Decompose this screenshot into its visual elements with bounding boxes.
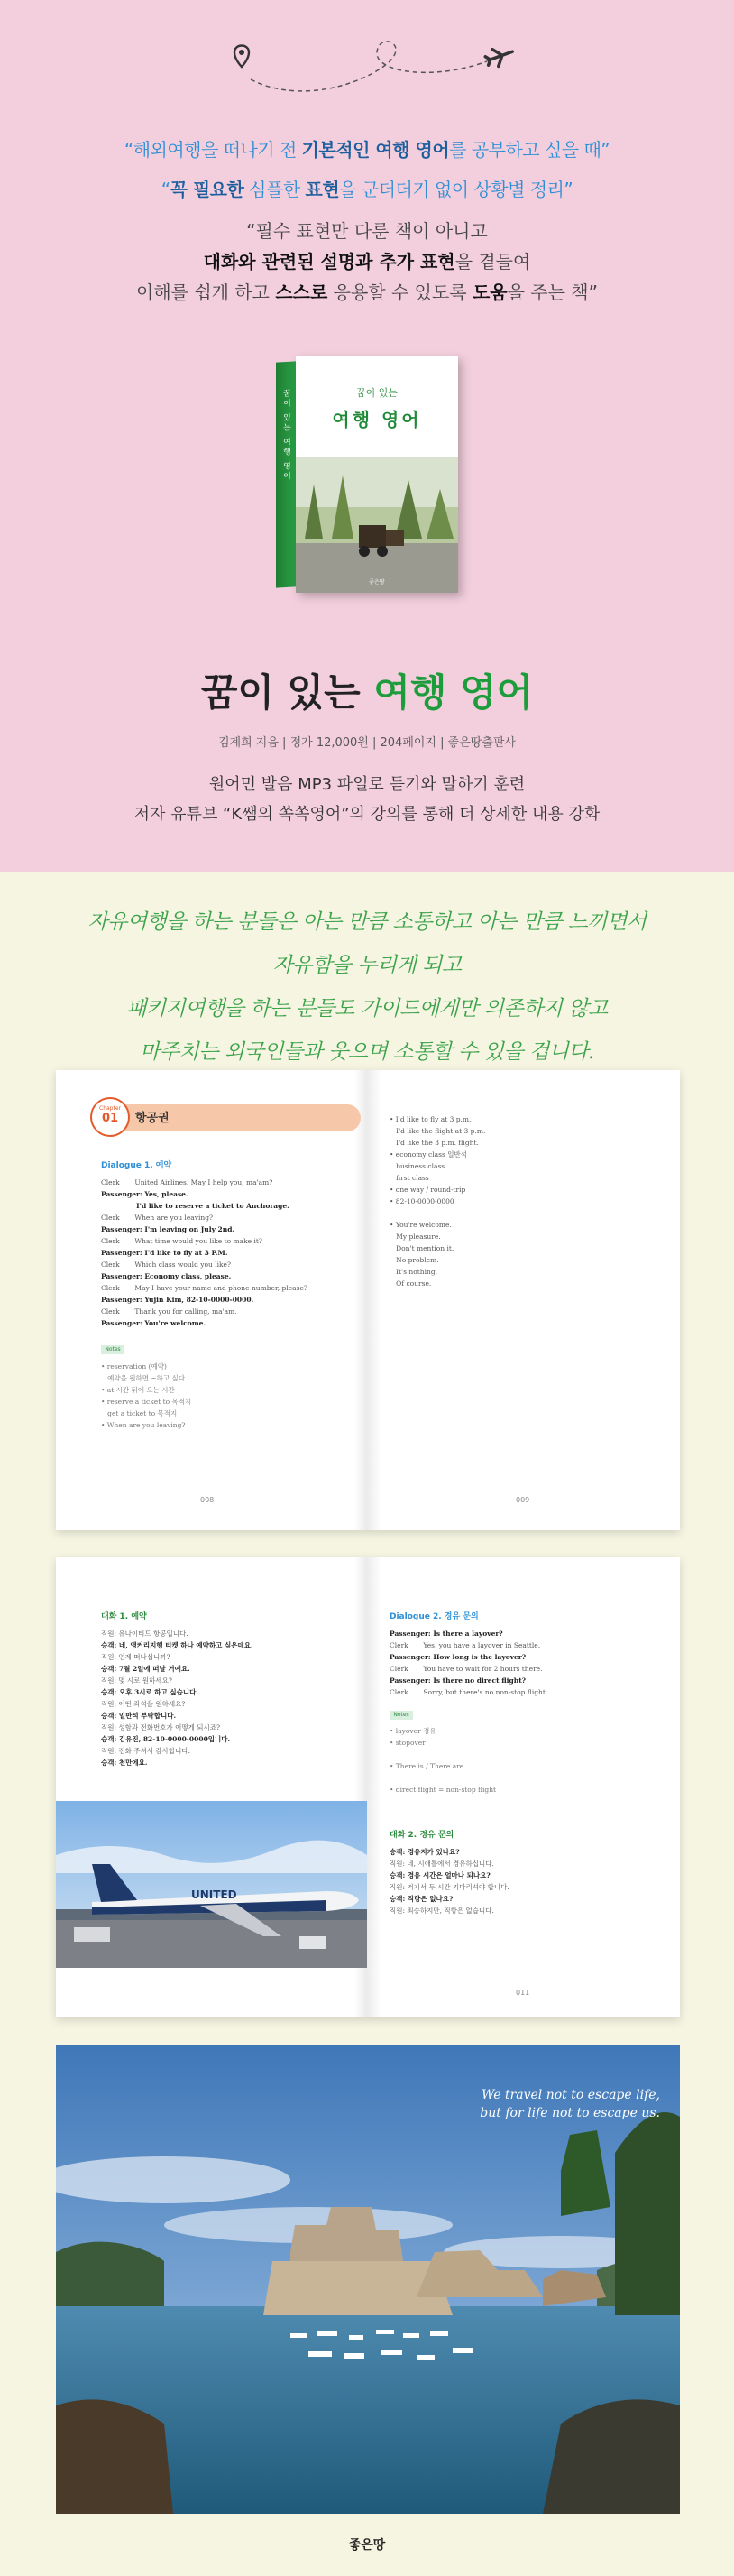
intro-line-4: 대화와 관련된 설명과 추가 표현을 곁들여 [203, 251, 531, 272]
intro-line-2: “꼭 필요한 심플한 표현을 군더더기 없이 상황별 정리” [161, 179, 573, 200]
book-cover-image [276, 356, 461, 591]
intro-line-5: 이해를 쉽게 하고 스스로 응용할 수 있도록 도움을 주는 책” [136, 282, 598, 303]
chapter-title: 항공권 [135, 1112, 170, 1125]
location-pin-icon [234, 46, 249, 68]
quote-line-2: 자유함을 누리게 되고 [272, 954, 462, 977]
notes-body-2: • layover 경유 • stopover • There is / There are • direct flight = non-stop flight [390, 1727, 497, 1794]
airplane-icon [484, 43, 516, 69]
dialogue-2-body: Passenger: Is there a layover? Clerk Yes, you have a layover in Seattle. Passenger: How long is the layover? Clerk You have to wait for 2 hours there. Passenger: Is there no direct flight? Clerk Sorry, but there's no non-stop flight. [390, 1630, 548, 1696]
page-number-right: 009 [516, 1496, 530, 1504]
dialogue-title: Dialogue 1. 예약 [101, 1161, 172, 1170]
notes-body: • reservation (예약) 예약을 원하면 ~하고 싶다 • at 시간 뒤에 오는 시간 • reserve a ticket to 목적지 get a ticket to 목적지 • When are you leaving? [101, 1362, 192, 1429]
book-title: 꿈이 있는 여행 영어 [200, 670, 534, 715]
quote-line-4: 마주치는 외국인들과 웃으며 소통할 수 있을 겁니다. [140, 1040, 594, 1064]
dialogue-2-kr-body: 승객: 경유지가 있나요? 직원: 네, 시애틀에서 경유하십니다. 승객: 경유 시간은 얼마나 되나요? 직원: 거기서 두 시간 기다리셔야 합니다. 승객: 직항은 없나요? 직원: 죄송하지만, 직항은 없습니다. [390, 1848, 509, 1915]
photo-quote-line-2: but for life not to escape us. [480, 2106, 660, 2120]
dialogue-body: Clerk United Airlines. May I help you, ma'am? Passenger: Yes, please. I'd like to reserve a ticket to Anchorage. Clerk When are you leaving? Passenger: I'm leaving on July 2nd. Clerk What time would you like to make it? Passenger: I'd like to fly at 3 P.M. Clerk Which class would you like? Passenger: Economy class, please. Clerk May I have your name and phone number, please? Passenger: Yujin Kim, 82-10-0000-0000. Clerk Thank you for calling, ma'am. Passenger: You're welcome. [101, 1178, 307, 1327]
quote-line-1: 자유여행을 하는 분들은 아는 만큼 소통하고 아는 만큼 느끼면서 [87, 910, 647, 934]
airplane-photo [56, 1801, 367, 1968]
dubrovnik-harbor-photo [56, 2045, 680, 2514]
page-spread-2 [56, 1557, 680, 2017]
cover-street-illustration [296, 457, 458, 593]
page-spread-1 [56, 1070, 680, 1530]
page-number-right-2: 011 [516, 1989, 530, 1997]
book-spine: 꿈이 있는 여행 영어 [276, 361, 296, 587]
svg-text:좋은땅: 좋은땅 [369, 579, 385, 586]
notes-tag: Notes [101, 1345, 124, 1354]
intro-line-1: “해외여행을 떠나기 전 기본적인 여행 영어를 공부하고 싶을 때” [124, 139, 610, 161]
right-page-body: • I'd like to fly at 3 p.m. I'd like the flight at 3 p.m. I'd like the 3 p.m. flight. • economy class 일반석 business class first class • one way / round-trip • 82-10-0000-0000 • You're welcome. My pleasure. Don't mention it. No problem. It's nothing. Of course. [390, 1115, 486, 1288]
book-meta: 김계희 지음 | 정가 12,000원 | 204페이지 | 좋은땅출판사 [218, 736, 516, 750]
photo-quote-line-1: We travel not to escape life, [481, 2088, 660, 2102]
travel-route-decoration [216, 36, 541, 108]
book-desc-2: 저자 유튜브 “K쌤의 쏙쏙영어”의 강의를 통해 더 상세한 내용 강화 [133, 805, 601, 824]
dotted-route-line [251, 42, 487, 91]
intro-line-3: “필수 표현만 다룬 책이 아니고 [246, 220, 488, 242]
notes-tag-2: Notes [390, 1711, 413, 1720]
chapter-banner [90, 1104, 361, 1131]
book-front-cover: 꿈이 있는 여행 영어 좋은땅 [296, 356, 458, 593]
book-desc-1: 원어민 발음 MP3 파일로 듣기와 말하기 훈련 [208, 775, 526, 794]
chapter-badge: Chapter 01 [90, 1097, 130, 1137]
dialogue-2-kr-title: 대화 2. 경유 문의 [390, 1831, 454, 1840]
dialogue-kr-title: 대화 1. 예약 [101, 1612, 147, 1621]
page-number-left: 008 [200, 1496, 215, 1504]
svg-text:UNITED: UNITED [191, 1888, 237, 1901]
footer-brand-logo: 좋은땅 [348, 2538, 386, 2553]
quote-line-3: 패키지여행을 하는 분들도 가이드에게만 의존하지 않고 [126, 997, 608, 1020]
dialogue-kr-body: 직원: 유나이티드 항공입니다. 승객: 네, 앵커리지행 티켓 하나 예약하고 싶은데요. 직원: 언제 떠나십니까? 승객: 7월 2일에 떠날 거예요. 직원: 몇 시로 원하세요? 승객: 오후 3시로 하고 싶습니다. 직원: 어떤 좌석을 원하세요? 승객: 일반석 부탁합니다. 직원: 성함과 전화번호가 어떻게 되시죠? 승객: 김유진, 82-10-0000-0000입니다. 직원: 전화 주셔서 감사합니다. 승객: 천만에요. [101, 1630, 253, 1767]
dialogue-2-title: Dialogue 2. 경유 문의 [390, 1612, 479, 1621]
